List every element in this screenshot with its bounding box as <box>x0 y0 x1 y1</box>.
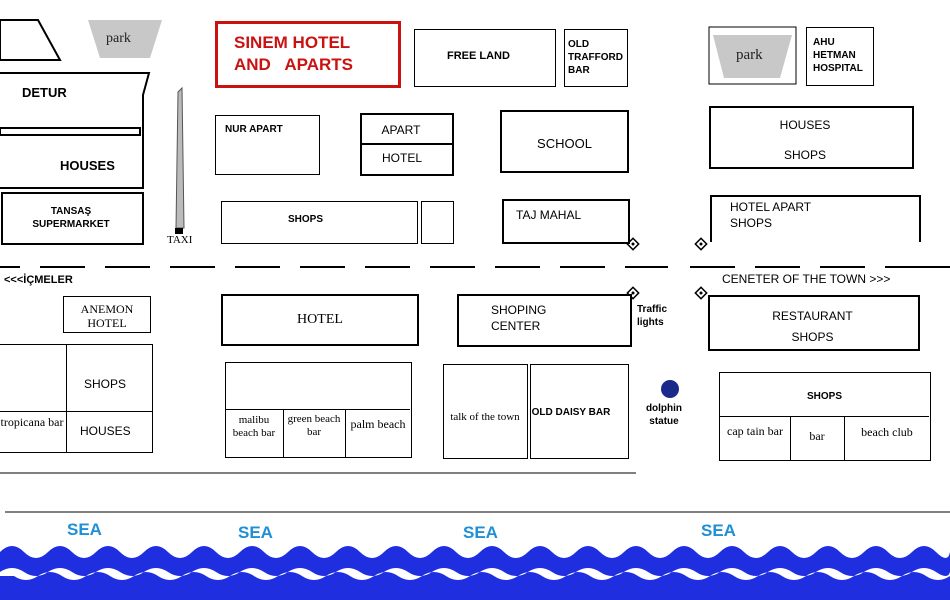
sea-label-1: SEA <box>67 520 102 539</box>
hotel-apart-box <box>710 195 921 242</box>
nur-apart-label: NUR APART <box>225 124 283 135</box>
shops-right-top-label: SHOPS <box>783 148 826 162</box>
sea-label-4: SEA <box>701 521 736 540</box>
captain-bar-label: cap tain bar <box>727 424 783 438</box>
shops-bars-right-box <box>719 372 931 461</box>
hotel-small-label: HOTEL <box>381 151 422 165</box>
houses-left-label: HOUSES <box>60 158 115 173</box>
bar-label: bar <box>809 429 825 443</box>
old-trafford-box <box>564 29 628 87</box>
top-left-building <box>0 20 60 60</box>
shops-houses-left-box <box>0 344 153 453</box>
apart-hotel-box <box>360 113 454 176</box>
old-daisy-label: OLD DAISY BAR <box>531 407 611 418</box>
traffic-light-markers <box>627 238 706 298</box>
sea-label-2: SEA <box>238 523 273 542</box>
hotel-apart-label: HOTEL APART <box>730 200 812 214</box>
beach-club-label: beach club <box>861 425 913 439</box>
talk-of-town-label: talk of the town <box>450 411 520 423</box>
road-right-label: CENETER OF THE TOWN >>> <box>722 272 891 286</box>
shops-hotel-apart-label: SHOPS <box>730 216 773 230</box>
restaurant-box <box>708 295 920 351</box>
shops-left-label: SHOPS <box>84 377 127 391</box>
shops-top-label: SHOPS <box>288 214 324 225</box>
houses-right-label: HOUSES <box>779 118 831 132</box>
sinem-line2: AND APARTS <box>234 55 353 74</box>
sea-waves <box>0 546 950 600</box>
school-label: SCHOOL <box>537 136 592 151</box>
old-daisy-box <box>530 364 629 459</box>
taj-mahal-box <box>502 199 630 244</box>
houses-shops-right-box <box>709 106 914 169</box>
restaurant-label: RESTAURANT <box>772 309 853 323</box>
dolphin-statue-marker <box>661 380 679 398</box>
taxi-label: TAXI <box>167 234 193 246</box>
ahu-hetman-box <box>806 27 874 86</box>
shoping-center-label: SHOPING CENTER <box>491 303 547 333</box>
park-right-label: park <box>736 47 763 63</box>
free-land-label: FREE LAND <box>447 50 510 62</box>
shoping-center-box <box>457 294 632 347</box>
free-land-box <box>414 29 556 87</box>
sea-label-3: SEA <box>463 523 498 542</box>
small-kiosk-box <box>421 201 454 244</box>
talk-of-town-box <box>443 364 528 459</box>
old-trafford-label: OLD TRAFFORD BAR <box>568 39 623 76</box>
taxi-pole <box>176 88 184 228</box>
anemon-box <box>63 296 151 333</box>
green-beach-label: green beach bar <box>287 413 341 438</box>
shops-bottom-right-label: SHOPS <box>806 391 842 402</box>
sinem-hotel-box <box>215 21 401 88</box>
nur-apart-box <box>215 115 320 175</box>
hotel-big-label: HOTEL <box>297 312 343 327</box>
sinem-line1: SINEM HOTEL <box>234 33 351 52</box>
traffic-lights-label: Traffic lights <box>637 304 668 328</box>
shops-restaurant-label: SHOPS <box>791 330 834 344</box>
ahu-hetman-label: AHU HETMAN HOSPITAL <box>813 37 863 74</box>
dolphin-label: dolphin statue <box>645 403 683 427</box>
tansas-label: TANSAŞ SUPERMARKET <box>32 206 110 230</box>
park-left-label: park <box>106 31 131 46</box>
hotel-big-box <box>221 294 419 346</box>
detur-label: DETUR <box>22 85 67 100</box>
apart-label: APART <box>381 123 421 137</box>
school-box <box>500 110 629 173</box>
tansas-box <box>1 192 144 245</box>
shops-top-box <box>221 201 418 244</box>
palm-beach-label: palm beach <box>350 417 406 431</box>
houses-bottom-label: HOUSES <box>80 424 131 438</box>
malibu-label: malibu beach bar <box>232 414 276 439</box>
beach-bars-box <box>225 362 412 458</box>
road-left-label: <<<İÇMELER <box>4 274 73 286</box>
anemon-label: ANEMON HOTEL <box>80 302 134 330</box>
tropicana-label: tropicana bar <box>0 415 64 429</box>
taj-mahal-label: TAJ MAHAL <box>516 208 582 222</box>
